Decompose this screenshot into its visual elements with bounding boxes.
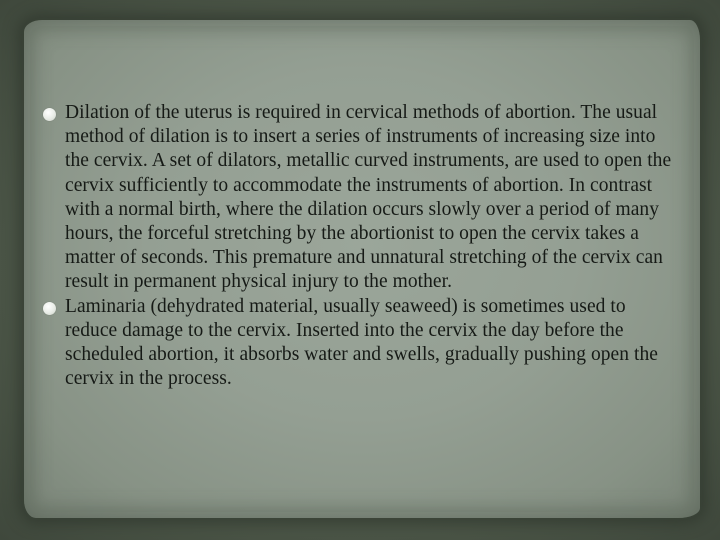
- bullet-item-laminaria: [40, 295, 680, 392]
- bullet-dot-icon: [43, 302, 56, 315]
- bullet-list: [40, 101, 680, 391]
- bullet-dot-icon: [43, 108, 56, 121]
- bullet-item-dilation: [40, 101, 680, 295]
- slide-content: [40, 101, 680, 391]
- bullet-text: Dilation of the uterus is required in cervical methods of abortion. The usual method of dilation is to insert a series of instruments of increasing size into the cervix. A set of dilators, metallic curved instruments, are used to open the cervix sufficiently to accommodate the instruments of abortion. In contrast with a normal birth, where the dilation occurs slowly over a period of many hours, the forceful stretching by the abortionist to open the cervix takes a matter of seconds. This premature and unnatural stretching of the cervix can result in permanent physical injury to the mother.: [65, 102, 672, 293]
- bullet-text: Laminaria (dehydrated material, usually seaweed) is sometimes used to reduce damage to the cervix. Inserted into the cervix the day before the scheduled abortion, it absorbs water and swells, gradually pushing open the cervix in the process.: [65, 295, 658, 390]
